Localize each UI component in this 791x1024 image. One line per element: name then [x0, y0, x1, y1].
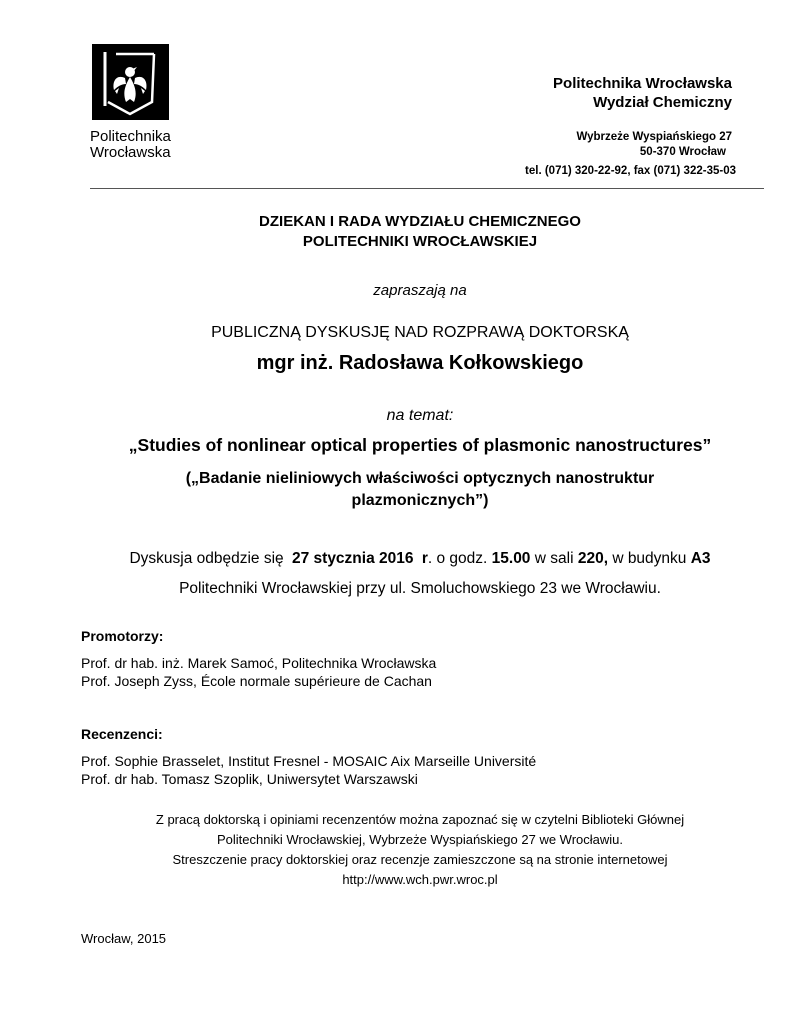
reviewer-item: Prof. dr hab. Tomasz Szoplik, Uniwersytet Warszawski	[81, 771, 418, 787]
address-street: Wybrzeże Wyspiańskiego 27	[576, 131, 732, 143]
candidate-name: mgr inż. Radosława Kołkowskiego	[256, 352, 584, 374]
schedule-room: 220,	[577, 550, 608, 567]
header-divider	[90, 188, 764, 189]
promoter-item: Prof. dr hab. inż. Marek Samoć, Politechnika Wrocławska	[81, 655, 437, 671]
logo-line-1: Politechnika	[90, 128, 171, 145]
schedule-time-label: . o godz.	[427, 550, 488, 567]
schedule-room-label: w sali	[534, 550, 574, 567]
schedule-building: A3	[690, 550, 711, 567]
availability-note	[0, 810, 791, 890]
department-name: Wydział Chemiczny	[593, 94, 732, 111]
schedule-time: 15.00	[491, 550, 531, 567]
place-date: Wrocław, 2015	[81, 931, 167, 946]
thesis-title-pl-line-2: plazmonicznych”)	[351, 492, 489, 509]
logo-line-2: Wrocławska	[90, 144, 171, 161]
schedule-prefix: Dyskusja odbędzie się	[129, 550, 284, 567]
reviewer-item: Prof. Sophie Brasselet, Institut Fresnel - MOSAIC Aix Marseille Université	[81, 753, 537, 769]
thesis-title-en: „Studies of nonlinear optical properties of plasmonic nanostructures”	[128, 435, 712, 455]
dean-heading	[0, 212, 791, 252]
note-line-3: Streszczenie pracy doktorskiej oraz recenzje zamieszczone są na stronie internetowej	[172, 852, 668, 867]
discussion-heading: PUBLICZNĄ DYSKUSJĘ NAD ROZPRAWĄ DOKTORSKĄ	[211, 324, 629, 341]
schedule-location: Politechniki Wrocławskiej przy ul. Smoluchowskiego 23 we Wrocławiu.	[179, 580, 661, 597]
promoters-heading: Promotorzy:	[81, 628, 164, 644]
promoters-list	[81, 654, 436, 690]
logo-wordmark	[90, 129, 171, 161]
topic-label: na temat:	[386, 407, 454, 424]
thesis-title-pl	[0, 468, 791, 512]
schedule-line	[0, 550, 791, 568]
note-line-2: Politechniki Wrocławskiej, Wybrzeże Wyspiańskiego 27 we Wrocławiu.	[216, 832, 624, 847]
institution-phone: tel. (071) 320-22-92, fax (071) 322-35-03	[525, 165, 736, 177]
dean-line-2: POLITECHNIKI WROCŁAWSKIEJ	[302, 233, 538, 250]
reviewers-list	[81, 752, 536, 788]
schedule-building-label: w budynku	[612, 550, 687, 567]
schedule-date-suffix: r	[421, 550, 428, 567]
schedule-date: 27 stycznia 2016	[291, 550, 414, 567]
reviewers-heading: Recenzenci:	[81, 726, 163, 742]
thesis-title-pl-line-1: („Badanie nieliniowych właściwości optycznych nanostruktur	[185, 470, 655, 487]
university-logo	[92, 44, 169, 120]
address-postal: 50-370 Wrocław	[639, 146, 726, 158]
institution-name: Politechnika Wrocławska	[553, 75, 732, 92]
promoter-item: Prof. Joseph Zyss, École normale supérieure de Cachan	[81, 673, 432, 689]
note-line-1: Z pracą doktorską i opiniami recenzentów można zapoznać się w czytelni Biblioteki Głównej	[155, 812, 685, 827]
faculty-url-link[interactable]: http://www.wch.pwr.wroc.pl	[342, 872, 498, 887]
eagle-emblem-icon	[92, 44, 169, 120]
invite-text: zapraszają na	[373, 282, 467, 299]
dean-line-1: DZIEKAN I RADA WYDZIAŁU CHEMICZNEGO	[259, 213, 581, 230]
institution-address	[576, 130, 732, 160]
